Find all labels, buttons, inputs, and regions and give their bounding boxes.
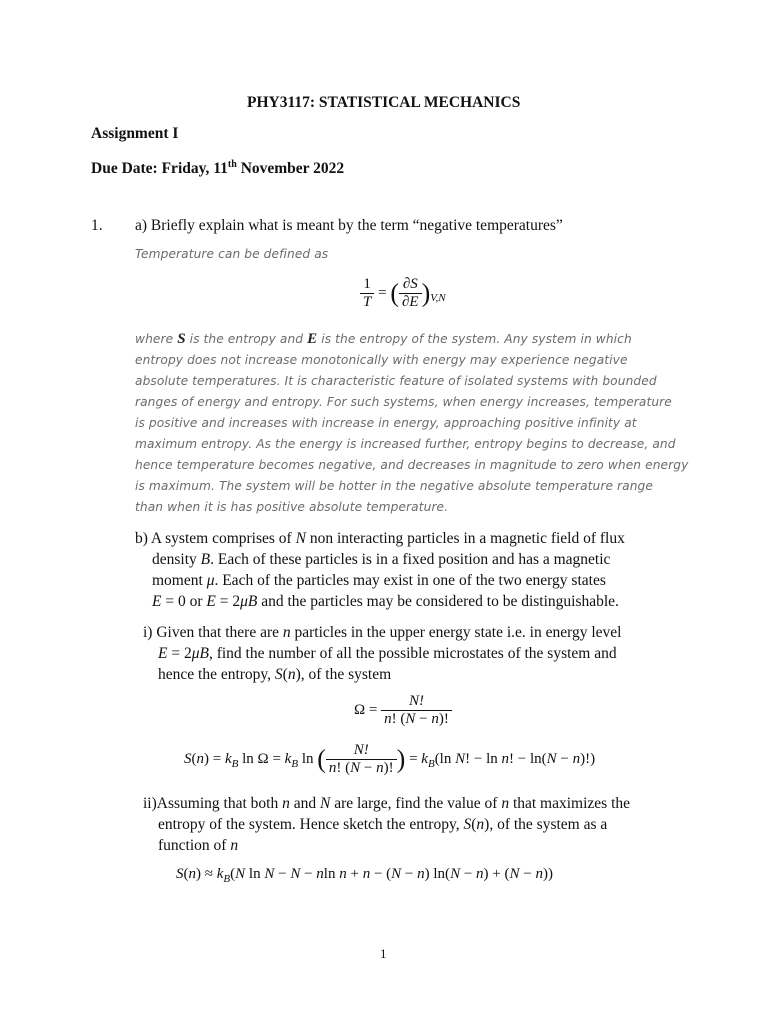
question-1bii-line-2: entropy of the system. Hence sketch the entropy, S(n), of the system as a: [158, 816, 608, 833]
due-date: Due Date: Friday, 11th November 2022: [91, 159, 345, 178]
question-1bii-line-1: ii)Assuming that both n and N are large, find the value of n that maximizes the: [143, 795, 631, 812]
answer-intro: Temperature can be defined as: [135, 247, 329, 261]
question-1bi-line-3: hence the entropy, S(n), of the system: [158, 666, 392, 683]
answer-line-2: entropy does not increase monotonically with energy may experience negative: [135, 353, 628, 367]
course-title: PHY3117: STATISTICAL MECHANICS: [247, 94, 521, 111]
answer-line-1: where S is the entropy and E is the entropy of the system. Any system in which: [135, 331, 632, 347]
question-1b-line-2: density B. Each of these particles is in a fixed position and has a magnetic: [152, 551, 611, 568]
question-1b-line-4: E = 0 or E = 2μB and the particles may be considered to be distinguishable.: [152, 593, 619, 610]
page-number: 1: [380, 946, 387, 961]
question-1bi-line-1: i) Given that there are n particles in the upper energy state i.e. in energy level: [143, 624, 622, 641]
microstates-equation: Ω = $\frac{N!}{n! (N - n)!}$: [354, 693, 452, 728]
question-1b-line-1: b) A system comprises of N non interacting particles in a magnetic field of flux: [135, 530, 625, 547]
answer-line-4: ranges of energy and entropy. For such systems, when energy increases, temperature: [135, 395, 672, 409]
answer-line-5: is positive and increases with increase in energy, approaching positive infinity at: [135, 416, 637, 430]
stirling-entropy-equation: $S(n) \approx k_B(N$ ln N − N − nln n + n − (N − n) ln(N − n) + (N − n)): [176, 866, 553, 885]
question-1a: a) Briefly explain what is meant by the term “negative temperatures”: [135, 217, 563, 234]
temperature-equation: $\frac{1}{T}$ = ( $\frac{\partial S}{\partial E}$ )$_{V,N}$: [360, 276, 446, 311]
answer-line-9: than when it is has positive absolute temperature.: [135, 500, 449, 514]
answer-line-7: hence temperature becomes negative, and decreases in magnitude to zero when energy: [135, 458, 689, 472]
answer-line-3: absolute temperatures. It is characteristic feature of isolated systems with bounded: [135, 374, 657, 388]
entropy-equation: $S(n) = k_B$ $\ln \Omega = k_B$ ln ( $\frac{N!}{n! (N - n)!}$ ) = $k_B(\ln$ N! − ln n! − ln(N − n)!): [184, 742, 596, 776]
answer-line-6: maximum entropy. As the energy is increased further, entropy begins to decrease, and: [135, 437, 676, 451]
question-1bi-line-2: E = 2μB, find the number of all the possible microstates of the system and: [158, 645, 617, 662]
question-1bii-line-3: function of n: [158, 837, 239, 854]
question-number: 1.: [91, 217, 103, 234]
answer-line-8: is maximum. The system will be hotter in the negative absolute temperature range: [135, 479, 653, 493]
question-1b-line-3: moment μ. Each of the particles may exist in one of the two energy states: [152, 572, 606, 589]
assignment-title: Assignment I: [91, 125, 179, 142]
